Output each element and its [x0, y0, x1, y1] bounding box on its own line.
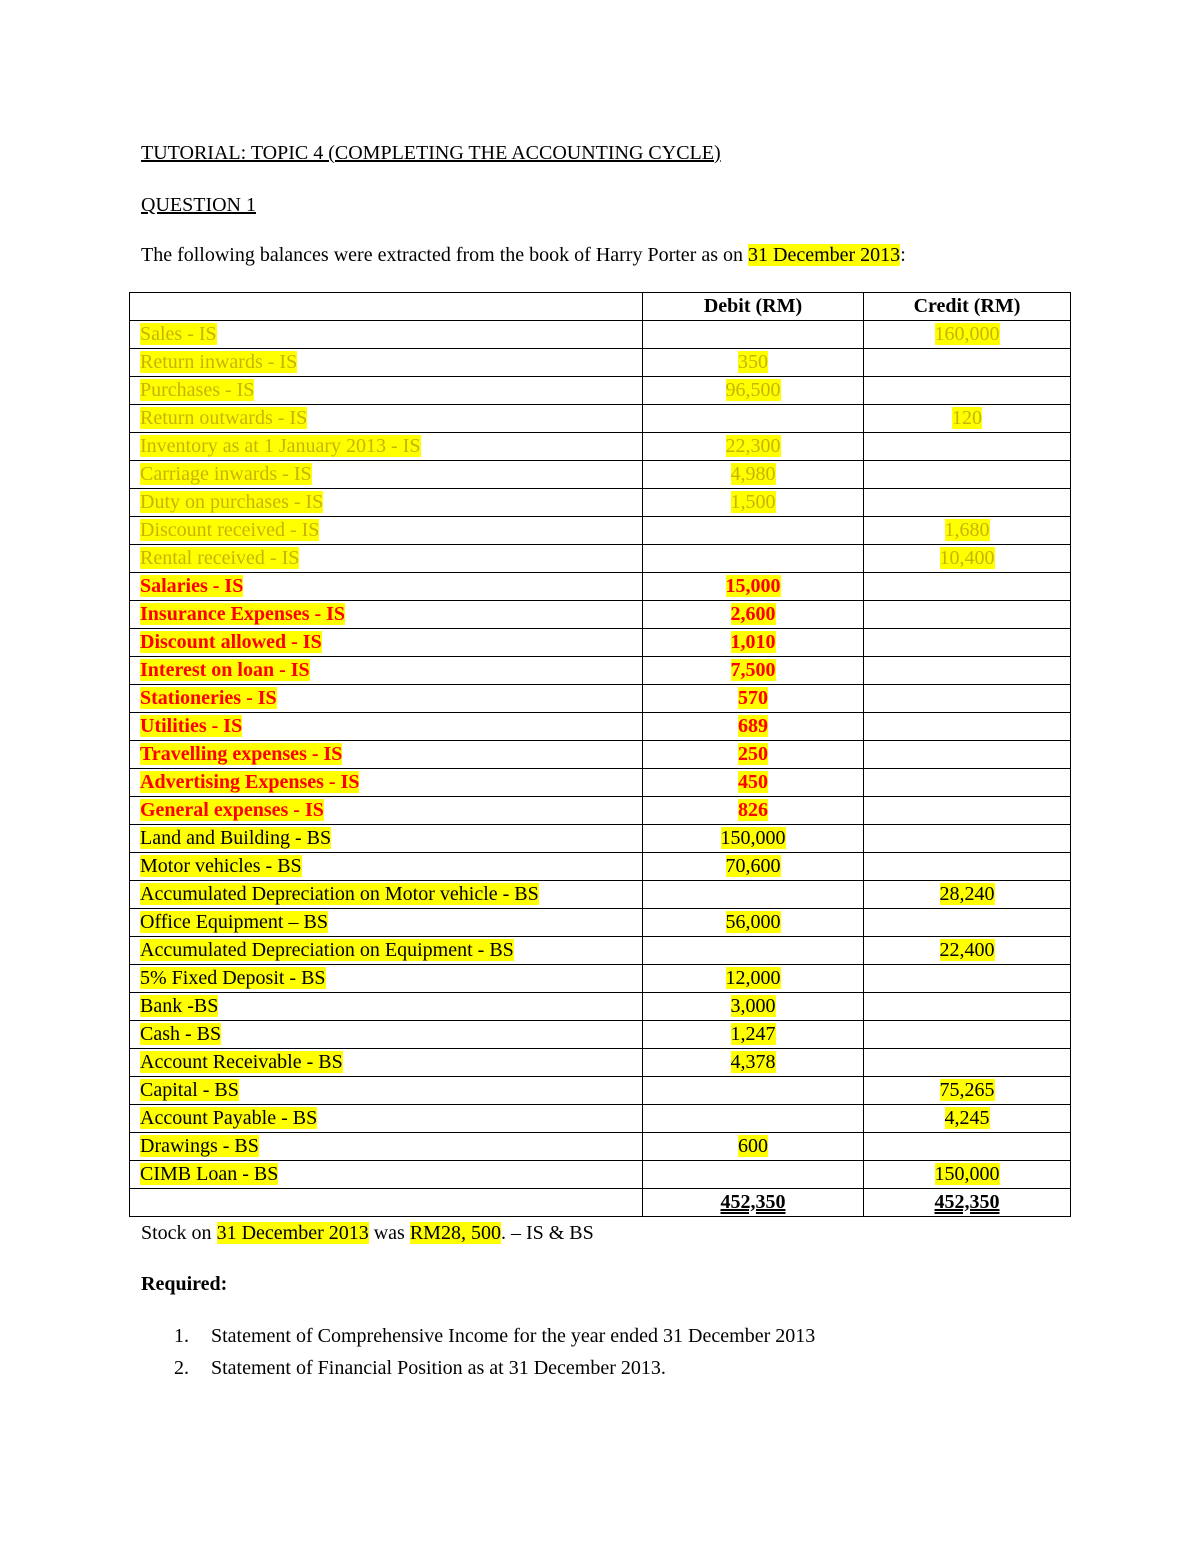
account-name: Utilities - IS: [140, 715, 243, 737]
debit-amount: 150,000: [720, 827, 786, 849]
note-text-2: was: [368, 1222, 410, 1244]
account-name: Motor vehicles - BS: [140, 855, 302, 877]
account-name-cell: [130, 433, 643, 461]
total-debit: 452,350: [720, 1191, 786, 1213]
account-name: Office Equipment – BS: [140, 911, 328, 933]
debit-amount: 350: [738, 351, 768, 373]
account-name: Return outwards - IS: [140, 407, 308, 429]
account-name: Carriage inwards - IS: [140, 463, 312, 485]
debit-cell: [643, 909, 864, 937]
debit-cell: [643, 685, 864, 713]
credit-cell: [864, 741, 1071, 769]
debit-cell: [643, 517, 864, 545]
account-name: Bank -BS: [140, 995, 219, 1017]
account-name: 5% Fixed Deposit - BS: [140, 967, 326, 989]
debit-amount: 70,600: [725, 855, 781, 877]
credit-cell: [864, 321, 1071, 349]
debit-amount: 12,000: [725, 967, 781, 989]
debit-amount: 1,010: [730, 631, 776, 653]
credit-cell: [864, 489, 1071, 517]
header-account: [130, 293, 643, 321]
account-name: Account Receivable - BS: [140, 1051, 343, 1073]
account-name: Accumulated Depreciation on Equipment - BS: [140, 939, 514, 961]
account-name: Duty on purchases - IS: [140, 491, 324, 513]
debit-cell: [643, 713, 864, 741]
account-name: Purchases - IS: [140, 379, 255, 401]
account-name: Account Payable - BS: [140, 1107, 318, 1129]
debit-amount: 22,300: [725, 435, 781, 457]
debit-cell: [643, 601, 864, 629]
table-row: [130, 377, 1071, 405]
account-name: Interest on loan - IS: [140, 659, 310, 681]
note-text-1: Stock on: [141, 1222, 217, 1244]
credit-cell: [864, 769, 1071, 797]
table-row: [130, 545, 1071, 573]
table-row: [130, 937, 1071, 965]
account-name-cell: [130, 825, 643, 853]
account-name: Accumulated Depreciation on Motor vehicle - BS: [140, 883, 539, 905]
credit-cell: [864, 377, 1071, 405]
credit-amount: 150,000: [934, 1163, 1000, 1185]
credit-amount: 160,000: [934, 323, 1000, 345]
account-name: General expenses - IS: [140, 799, 324, 821]
debit-cell: [643, 1161, 864, 1189]
credit-amount: 120: [952, 407, 982, 429]
account-name-cell: [130, 657, 643, 685]
credit-cell: [864, 965, 1071, 993]
account-name: Drawings - BS: [140, 1135, 259, 1157]
account-name-cell: [130, 1077, 643, 1105]
account-name-cell: [130, 797, 643, 825]
required-item-number: 2.: [174, 1357, 189, 1379]
credit-cell: [864, 517, 1071, 545]
required-item-text: Statement of Financial Position as at 31 December 2013.: [211, 1357, 666, 1379]
account-name-cell: [130, 909, 643, 937]
credit-cell: [864, 909, 1071, 937]
credit-amount: 4,245: [944, 1107, 990, 1129]
credit-cell: [864, 825, 1071, 853]
debit-cell: [643, 965, 864, 993]
table-row: [130, 797, 1071, 825]
credit-cell: [864, 1105, 1071, 1133]
account-name-cell: [130, 489, 643, 517]
table-row: [130, 853, 1071, 881]
account-name-cell: [130, 405, 643, 433]
table-row: [130, 657, 1071, 685]
intro-paragraph: [141, 244, 906, 267]
table-row: [130, 825, 1071, 853]
table-row: [130, 713, 1071, 741]
debit-cell: [643, 825, 864, 853]
debit-cell: [643, 1105, 864, 1133]
table-row: [130, 685, 1071, 713]
debit-cell: [643, 853, 864, 881]
debit-amount: 570: [738, 687, 768, 709]
required-heading: Required:: [141, 1273, 228, 1295]
debit-cell: [643, 937, 864, 965]
debit-amount: 96,500: [725, 379, 781, 401]
account-name-cell: [130, 517, 643, 545]
total-credit-cell: [864, 1189, 1071, 1217]
debit-cell: [643, 1049, 864, 1077]
table-row: [130, 1077, 1071, 1105]
header-credit: Credit (RM): [864, 293, 1071, 321]
credit-cell: [864, 433, 1071, 461]
account-name: Capital - BS: [140, 1079, 239, 1101]
debit-cell: [643, 377, 864, 405]
account-name-cell: [130, 853, 643, 881]
debit-cell: [643, 629, 864, 657]
credit-cell: [864, 853, 1071, 881]
debit-amount: 826: [738, 799, 768, 821]
table-row: [130, 1049, 1071, 1077]
table-row: [130, 1021, 1071, 1049]
table-row: [130, 769, 1071, 797]
debit-cell: [643, 349, 864, 377]
debit-amount: 600: [738, 1135, 768, 1157]
debit-amount: 1,500: [730, 491, 776, 513]
credit-cell: [864, 601, 1071, 629]
account-name: Discount allowed - IS: [140, 631, 322, 653]
debit-cell: [643, 545, 864, 573]
document-title: TUTORIAL: TOPIC 4 (COMPLETING THE ACCOUNTING CYCLE): [141, 142, 721, 164]
closing-stock-note: [141, 1222, 594, 1245]
debit-amount: 689: [738, 715, 768, 737]
account-name: Salaries - IS: [140, 575, 244, 597]
table-row: [130, 601, 1071, 629]
note-amount: RM28, 500: [409, 1222, 501, 1244]
debit-cell: [643, 741, 864, 769]
credit-cell: [864, 461, 1071, 489]
table-row: [130, 433, 1071, 461]
debit-cell: [643, 461, 864, 489]
credit-cell: [864, 1077, 1071, 1105]
account-name: Insurance Expenses - IS: [140, 603, 346, 625]
intro-end: :: [900, 244, 906, 266]
credit-amount: 22,400: [939, 939, 995, 961]
account-name-cell: [130, 1021, 643, 1049]
debit-cell: [643, 881, 864, 909]
question-heading: QUESTION 1: [141, 194, 256, 216]
account-name: CIMB Loan - BS: [140, 1163, 279, 1185]
intro-date: 31 December 2013: [748, 244, 901, 266]
total-debit-cell: [643, 1189, 864, 1217]
header-debit: Debit (RM): [643, 293, 864, 321]
required-item-number: 1.: [174, 1325, 189, 1347]
table-row: [130, 993, 1071, 1021]
debit-cell: [643, 573, 864, 601]
account-name: Travelling expenses - IS: [140, 743, 343, 765]
debit-amount: 56,000: [725, 911, 781, 933]
account-name: Advertising Expenses - IS: [140, 771, 360, 793]
account-name: Discount received - IS: [140, 519, 320, 541]
account-name-cell: [130, 1161, 643, 1189]
required-item: [141, 1322, 815, 1354]
account-name: Land and Building - BS: [140, 827, 332, 849]
table-row: [130, 573, 1071, 601]
credit-amount: 75,265: [939, 1079, 995, 1101]
credit-cell: [864, 573, 1071, 601]
table-row: [130, 517, 1071, 545]
account-name-cell: [130, 629, 643, 657]
totals-row: [130, 1189, 1071, 1217]
debit-cell: [643, 433, 864, 461]
credit-cell: [864, 685, 1071, 713]
account-name-cell: [130, 937, 643, 965]
required-list: [141, 1322, 815, 1386]
debit-amount: 4,980: [730, 463, 776, 485]
credit-cell: [864, 657, 1071, 685]
credit-cell: [864, 349, 1071, 377]
required-item: [141, 1354, 815, 1386]
account-name-cell: [130, 461, 643, 489]
debit-cell: [643, 1077, 864, 1105]
debit-amount: 250: [738, 743, 768, 765]
credit-cell: [864, 1049, 1071, 1077]
credit-cell: [864, 629, 1071, 657]
debit-cell: [643, 657, 864, 685]
account-name-cell: [130, 993, 643, 1021]
account-name-cell: [130, 1133, 643, 1161]
table-row: [130, 321, 1071, 349]
debit-cell: [643, 769, 864, 797]
table-row: [130, 909, 1071, 937]
credit-amount: 1,680: [944, 519, 990, 541]
credit-cell: [864, 1133, 1071, 1161]
debit-cell: [643, 405, 864, 433]
debit-amount: 3,000: [730, 995, 776, 1017]
debit-amount: 1,247: [730, 1023, 776, 1045]
credit-cell: [864, 797, 1071, 825]
table-row: [130, 405, 1071, 433]
account-name-cell: [130, 1105, 643, 1133]
required-item-text: Statement of Comprehensive Income for the year ended 31 December 2013: [211, 1325, 816, 1347]
debit-cell: [643, 1021, 864, 1049]
table-row: [130, 461, 1071, 489]
account-name-cell: [130, 713, 643, 741]
debit-cell: [643, 1133, 864, 1161]
table-row: [130, 489, 1071, 517]
table-row: [130, 881, 1071, 909]
account-name: Sales - IS: [140, 323, 217, 345]
account-name-cell: [130, 881, 643, 909]
account-name-cell: [130, 349, 643, 377]
intro-text: The following balances were extracted from the book of Harry Porter as on: [141, 244, 749, 266]
table-row: [130, 1133, 1071, 1161]
credit-amount: 28,240: [939, 883, 995, 905]
total-credit: 452,350: [934, 1191, 1000, 1213]
debit-amount: 2,600: [730, 603, 776, 625]
account-name-cell: [130, 377, 643, 405]
credit-cell: [864, 993, 1071, 1021]
credit-cell: [864, 1161, 1071, 1189]
debit-amount: 15,000: [725, 575, 781, 597]
debit-cell: [643, 993, 864, 1021]
account-name-cell: [130, 321, 643, 349]
credit-cell: [864, 405, 1071, 433]
credit-cell: [864, 545, 1071, 573]
account-name: Rental received - IS: [140, 547, 300, 569]
debit-amount: 4,378: [730, 1051, 776, 1073]
trial-balance-table: [129, 292, 1071, 1217]
account-name-cell: [130, 545, 643, 573]
account-name-cell: [130, 1049, 643, 1077]
note-text-3: . – IS & BS: [500, 1222, 594, 1244]
table-row: [130, 1105, 1071, 1133]
debit-amount: 7,500: [730, 659, 776, 681]
account-name: Cash - BS: [140, 1023, 222, 1045]
account-name: Stationeries - IS: [140, 687, 277, 709]
table-row: [130, 629, 1071, 657]
account-name-cell: [130, 965, 643, 993]
account-name: Inventory as at 1 January 2013 - IS: [140, 435, 421, 457]
account-name-cell: [130, 573, 643, 601]
debit-cell: [643, 489, 864, 517]
table-row: [130, 741, 1071, 769]
account-name-cell: [130, 685, 643, 713]
debit-amount: 450: [738, 771, 768, 793]
credit-cell: [864, 1021, 1071, 1049]
debit-cell: [643, 321, 864, 349]
account-name: Return inwards - IS: [140, 351, 298, 373]
credit-cell: [864, 713, 1071, 741]
debit-cell: [643, 797, 864, 825]
totals-label-cell: [130, 1189, 643, 1217]
account-name-cell: [130, 769, 643, 797]
account-name-cell: [130, 601, 643, 629]
table-row: [130, 1161, 1071, 1189]
account-name-cell: [130, 741, 643, 769]
table-header-row: [130, 293, 1071, 321]
credit-cell: [864, 937, 1071, 965]
table-row: [130, 349, 1071, 377]
table-row: [130, 965, 1071, 993]
credit-cell: [864, 881, 1071, 909]
note-date: 31 December 2013: [216, 1222, 369, 1244]
credit-amount: 10,400: [939, 547, 995, 569]
